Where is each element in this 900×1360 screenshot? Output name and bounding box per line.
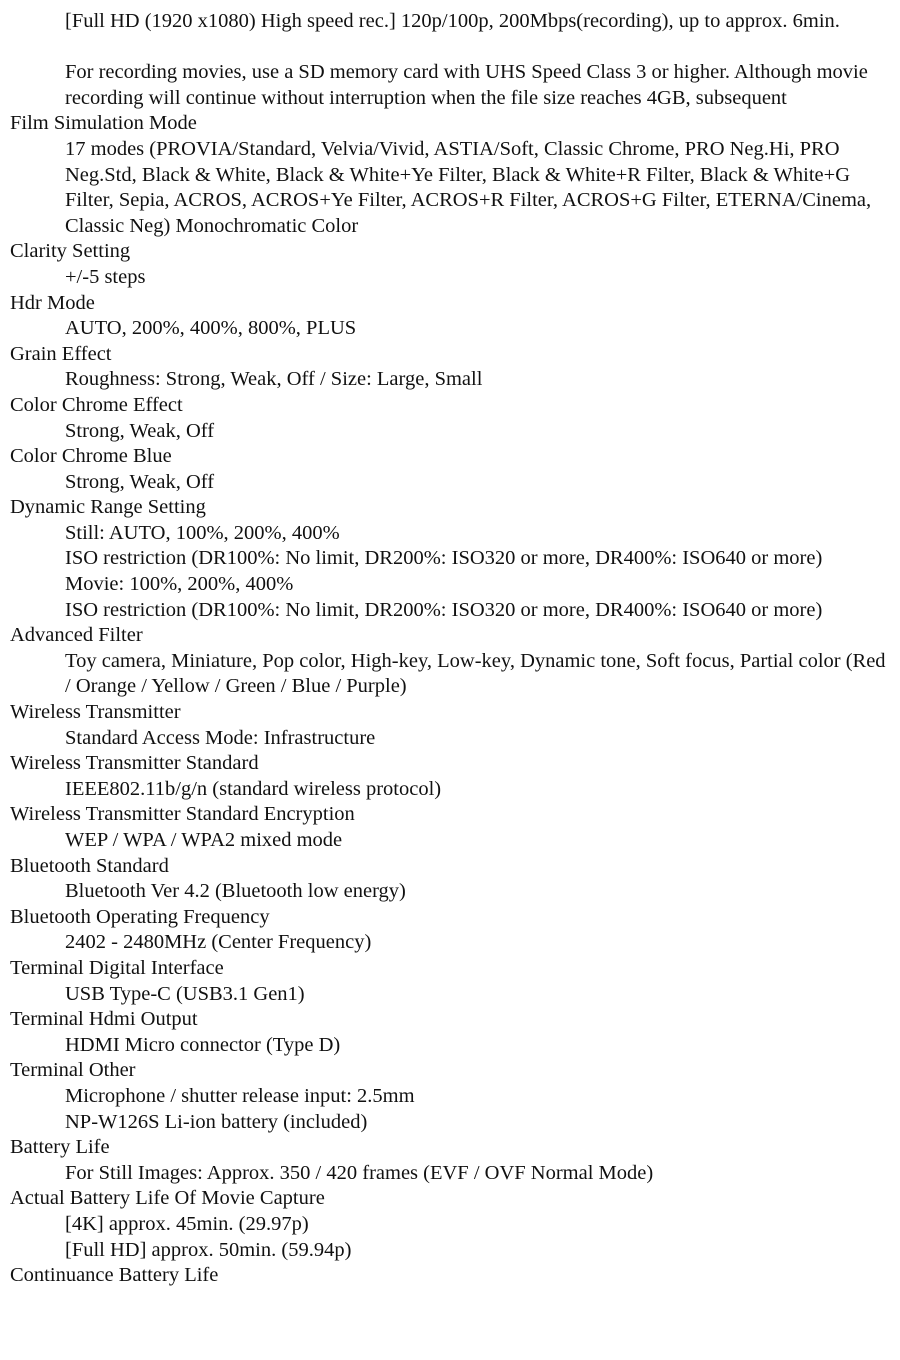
spec-value xyxy=(0,137,900,239)
spec-value-line: [Full HD] approx. 50min. (59.94p) xyxy=(65,1238,352,1261)
spec-value xyxy=(0,419,900,445)
spec-term: Hdr Mode xyxy=(10,291,95,314)
spec-value-line: 2402 - 2480MHz (Center Frequency) xyxy=(65,931,372,954)
spec-term: Bluetooth Operating Frequency xyxy=(10,905,270,928)
spec-value xyxy=(0,828,900,854)
spec-value xyxy=(0,316,900,342)
spec-value-line: ISO restriction (DR100%: No limit, DR200%: ISO320 or more, DR400%: ISO640 or more) xyxy=(65,547,823,570)
spec-value-line: WEP / WPA / WPA2 mixed mode xyxy=(65,829,343,851)
spec-item xyxy=(0,802,900,853)
spec-value-line: Still: AUTO, 100%, 200%, 400% xyxy=(65,521,340,544)
spec-term: Wireless Transmitter xyxy=(10,701,181,724)
spec-item xyxy=(0,9,900,111)
spec-item xyxy=(0,342,900,393)
spec-term: Color Chrome Effect xyxy=(10,393,183,416)
spec-value-line: For Still Images: Approx. 350 / 420 frames (EVF / OVF Normal Mode) xyxy=(65,1161,654,1184)
spec-value xyxy=(0,470,900,496)
spec-value xyxy=(0,1084,900,1135)
spec-item xyxy=(0,854,900,905)
spec-value-line: Strong, Weak, Off xyxy=(65,470,215,493)
spec-term: Bluetooth Standard xyxy=(10,854,169,877)
spec-value-line: USB Type-C (USB3.1 Gen1) xyxy=(65,982,305,1005)
spec-value-line: HDMI Micro connector (Type D) xyxy=(65,1033,341,1056)
spec-item xyxy=(0,1186,900,1263)
spec-item xyxy=(0,291,900,342)
spec-term: Terminal Digital Interface xyxy=(10,956,224,979)
spec-term: Battery Life xyxy=(10,1136,110,1159)
spec-value xyxy=(0,1161,900,1187)
spec-value-line: Microphone / shutter release input: 2.5mm xyxy=(65,1084,415,1107)
spec-term: Terminal Hdmi Output xyxy=(10,1008,198,1031)
spec-value xyxy=(0,1033,900,1059)
spec-term: Clarity Setting xyxy=(10,240,131,263)
spec-value-line: Strong, Weak, Off xyxy=(65,419,215,442)
spec-item xyxy=(0,111,900,239)
spec-value-line: [4K] approx. 45min. (29.97p) xyxy=(65,1212,309,1235)
spec-term: Film Simulation Mode xyxy=(10,112,197,135)
spec-value xyxy=(0,930,900,956)
spec-value-line: For recording movies, use a SD memory card with UHS Speed Class 3 or higher. Although movie recording will continue without interruption when the file size reaches 4GB, subsequent xyxy=(65,61,868,109)
spec-value xyxy=(0,982,900,1008)
spec-value-line: 17 modes (PROVIA/Standard, Velvia/Vivid, ASTIA/Soft, Classic Chrome, PRO Neg.Hi, PRO Neg.Std, Black & White, Black & White+Ye Filter, Black & White+R Filter, Black & White+G Filter, Sepia, ACROS, ACROS+Ye Filter, ACROS+R Filter, ACROS+G Filter, ETERNA/Cinema, Classic Neg) Monochromatic Color xyxy=(65,137,872,237)
spec-value-line: Toy camera, Miniature, Pop color, High-key, Low-key, Dynamic tone, Soft focus, Partial color (Red / Orange / Yellow / Green / Blue / Purple) xyxy=(65,649,886,698)
spec-value-line: +/-5 steps xyxy=(65,265,146,288)
spec-term: Color Chrome Blue xyxy=(10,445,172,468)
spec-value xyxy=(0,879,900,905)
spec-term: Actual Battery Life Of Movie Capture xyxy=(10,1187,325,1210)
spec-item xyxy=(0,905,900,956)
spec-item xyxy=(0,1058,900,1135)
spec-item xyxy=(0,393,900,444)
spec-value xyxy=(0,265,900,291)
spec-value xyxy=(0,649,900,700)
spec-value xyxy=(0,777,900,803)
spec-item xyxy=(0,1007,900,1058)
spec-value-line: Roughness: Strong, Weak, Off / Size: Large, Small xyxy=(65,368,483,391)
spec-item xyxy=(0,444,900,495)
spec-item xyxy=(0,239,900,290)
spec-value-line: ISO restriction (DR100%: No limit, DR200%: ISO320 or more, DR400%: ISO640 or more) xyxy=(65,598,823,621)
spec-value xyxy=(0,521,900,623)
spacer xyxy=(65,35,890,61)
spec-item xyxy=(0,1263,900,1289)
spec-term: Dynamic Range Setting xyxy=(10,496,206,519)
spec-term: Wireless Transmitter Standard Encryption xyxy=(10,803,355,826)
spec-value-line: [Full HD (1920 x1080) High speed rec.] 120p/100p, 200Mbps(recording), up to approx. 6min. xyxy=(65,10,840,32)
spec-term: Grain Effect xyxy=(10,342,112,365)
spec-item xyxy=(0,700,900,751)
spec-item xyxy=(0,1135,900,1186)
spec-value-line: IEEE802.11b/g/n (standard wireless protocol) xyxy=(65,777,442,800)
spec-value xyxy=(0,726,900,752)
spec-item xyxy=(0,495,900,623)
spec-value xyxy=(0,1212,900,1263)
spec-term: Terminal Other xyxy=(10,1059,136,1082)
spec-term: Wireless Transmitter Standard xyxy=(10,752,259,775)
spec-value-line: Bluetooth Ver 4.2 (Bluetooth low energy) xyxy=(65,880,406,903)
spec-value xyxy=(0,367,900,393)
spec-item xyxy=(0,956,900,1007)
spec-term: Advanced Filter xyxy=(10,624,143,647)
spec-value-line: Movie: 100%, 200%, 400% xyxy=(65,573,294,596)
spec-item xyxy=(0,623,900,700)
spec-value-line: Standard Access Mode: Infrastructure xyxy=(65,726,376,749)
spec-value xyxy=(0,9,900,111)
spec-value-line: NP-W126S Li-ion battery (included) xyxy=(65,1110,368,1133)
spec-term: Continuance Battery Life xyxy=(10,1264,219,1287)
spec-item xyxy=(0,751,900,802)
spec-value-line: AUTO, 200%, 400%, 800%, PLUS xyxy=(65,317,357,340)
